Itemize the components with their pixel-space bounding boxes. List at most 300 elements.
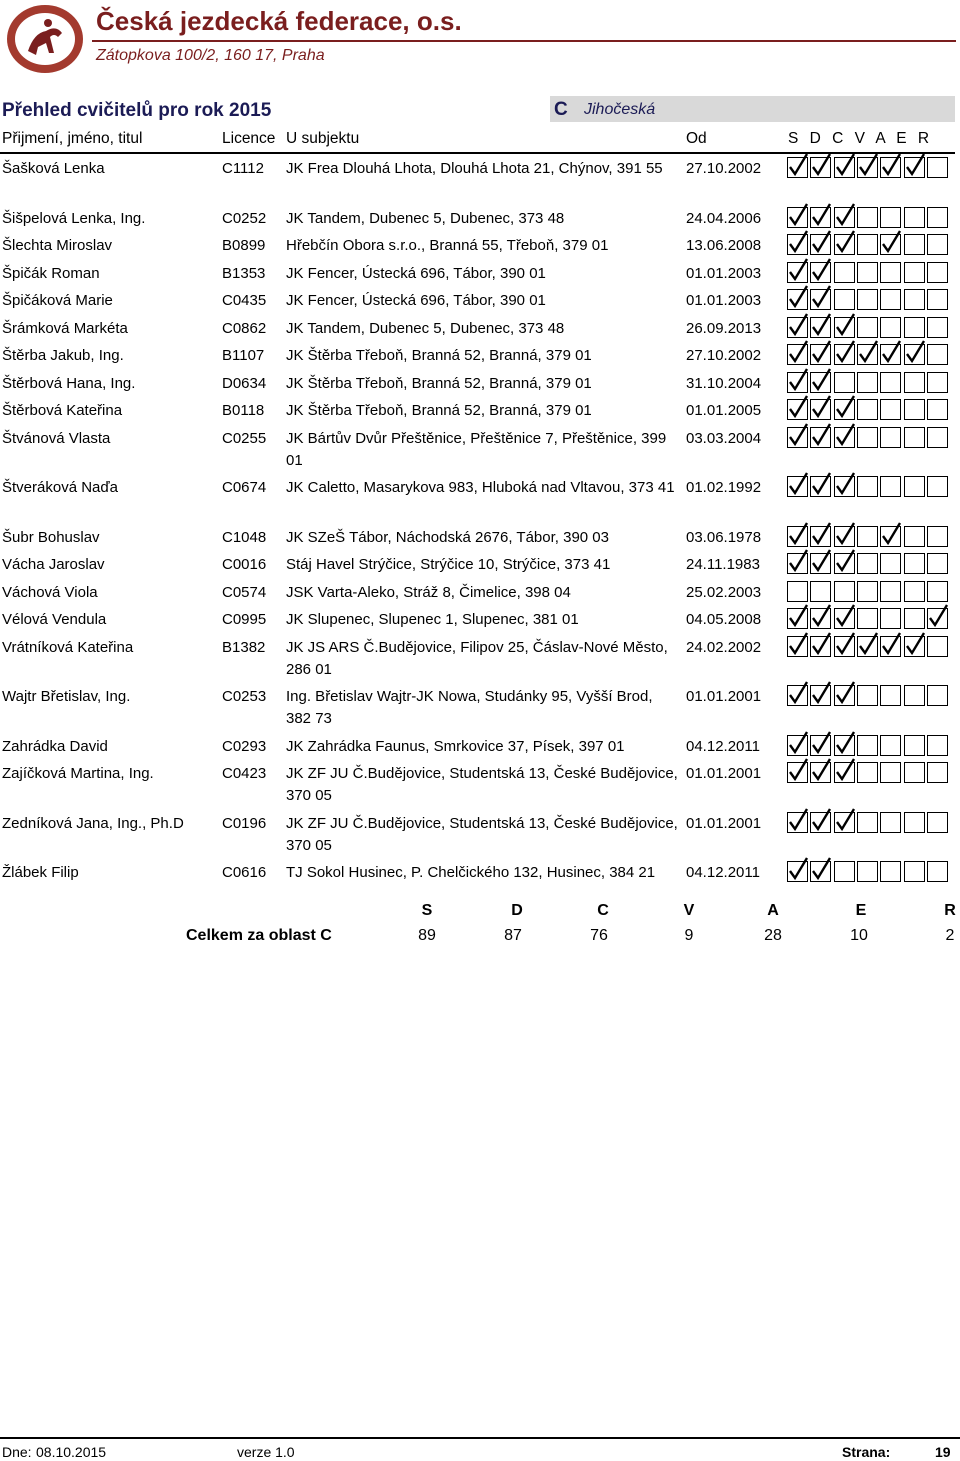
checkmark-icon: [788, 153, 809, 177]
row-license: C0252: [222, 209, 267, 227]
totals-value: 28: [764, 927, 782, 944]
row-license: C1048: [222, 528, 267, 546]
checkmark-icon: [811, 808, 832, 832]
table-row: [0, 761, 960, 811]
checked-box: [834, 317, 855, 338]
row-subject: JK Frea Dlouhá Lhota, Dlouhá Lhota 21, Chýnov, 391 55: [286, 160, 663, 177]
empty-box: [880, 289, 901, 310]
checkmark-icon: [788, 632, 809, 656]
checked-box: [787, 861, 808, 882]
checkmark-icon: [811, 604, 832, 628]
row-name: Štěrba Jakub, Ing.: [2, 347, 124, 364]
checkmark-icon: [905, 340, 926, 364]
header-divider: [92, 40, 956, 42]
totals-label: R: [944, 902, 956, 919]
footer-page-label: Strana:: [842, 1444, 891, 1460]
totals-title: Celkem za oblast C: [186, 927, 332, 944]
col-license: Licence: [222, 130, 276, 147]
empty-box: [880, 476, 901, 497]
row-from-date: 01.01.2001: [686, 814, 762, 832]
table-row: [0, 261, 960, 289]
row-subject: JK Caletto, Masarykova 983, Hluboká nad Vltavou, 373 41: [286, 479, 675, 496]
empty-box: [857, 372, 878, 393]
checked-box: [810, 608, 831, 629]
footer-page-number: 19: [935, 1444, 951, 1460]
checkmark-icon: [881, 522, 902, 546]
row-from-date: 31.10.2004: [686, 374, 762, 392]
totals-label: C: [597, 902, 609, 919]
empty-box: [927, 427, 948, 448]
row-name: Šašková Lenka: [2, 160, 105, 177]
row-subject: TJ Sokol Husinec, P. Chelčického 132, Husinec, 384 21: [286, 864, 656, 881]
checked-box: [787, 685, 808, 706]
checked-box: [810, 735, 831, 756]
empty-box: [857, 526, 878, 547]
row-from-date: 01.01.2001: [686, 688, 762, 705]
checked-box: [810, 157, 831, 178]
checkmark-icon: [835, 808, 856, 832]
empty-box: [904, 685, 925, 706]
empty-box: [880, 581, 901, 602]
row-name: Šlechta Miroslav: [2, 237, 113, 254]
org-address: Zátopkova 100/2, 160 17, Praha: [96, 47, 325, 64]
table-row: [0, 552, 960, 580]
checked-box: [787, 344, 808, 365]
empty-box: [927, 372, 948, 393]
empty-box: [857, 399, 878, 420]
checkmark-icon: [811, 258, 832, 282]
checked-box: [834, 553, 855, 574]
empty-box: [857, 581, 878, 602]
row-name: Štěrbová Hana, Ing.: [2, 374, 136, 392]
empty-box: [927, 157, 948, 178]
totals-label: V: [683, 902, 695, 919]
row-subject: JK Štěrba Třeboň, Branná 52, Branná, 379 01: [286, 402, 592, 419]
empty-box: [880, 262, 901, 283]
empty-box: [857, 762, 878, 783]
row-from-date: 03.03.2004: [686, 429, 762, 447]
column-header-row: [0, 127, 955, 154]
row-license: B0899: [222, 237, 266, 254]
checkmark-icon: [835, 472, 856, 496]
checked-box: [904, 344, 925, 365]
totals-label: S: [421, 902, 433, 919]
row-license: B1353: [222, 264, 266, 282]
checked-box: [810, 812, 831, 833]
checked-box: [834, 685, 855, 706]
empty-box: [810, 581, 831, 602]
checked-box: [787, 234, 808, 255]
empty-box: [927, 289, 948, 310]
checkmark-icon: [811, 423, 832, 447]
empty-box: [880, 762, 901, 783]
checked-box: [787, 372, 808, 393]
row-from-date: 04.12.2011: [686, 737, 760, 755]
empty-box: [857, 553, 878, 574]
totals-section: [0, 896, 960, 956]
row-name: Štvánová Vlasta: [2, 429, 111, 447]
row-from-date: 26.09.2013: [686, 319, 762, 337]
checkmark-icon: [811, 203, 832, 227]
instructor-table: [0, 156, 960, 910]
row-license: C0016: [222, 556, 267, 573]
checked-box: [857, 344, 878, 365]
checkmark-icon: [811, 632, 832, 656]
row-subject: JK ZF JU Č.Budějovice, Studentská 13, České Budějovice, 370 05: [286, 814, 678, 854]
row-license: C0862: [222, 319, 267, 337]
row-subject: JK Štěrba Třeboň, Branná 52, Branná, 379 01: [286, 374, 592, 392]
empty-box: [927, 207, 948, 228]
checked-box: [787, 812, 808, 833]
row-license: B0118: [222, 402, 265, 419]
table-row: [0, 288, 960, 316]
row-name: Vélová Vendula: [2, 611, 107, 628]
checked-box: [810, 289, 831, 310]
row-subject: JK Slupenec, Slupenec 1, Slupenec, 381 01: [286, 611, 579, 628]
empty-box: [904, 861, 925, 882]
row-from-date: 27.10.2002: [686, 160, 762, 177]
checked-box: [810, 685, 831, 706]
empty-box: [880, 207, 901, 228]
row-from-date: 24.04.2006: [686, 209, 762, 227]
empty-box: [857, 685, 878, 706]
empty-box: [880, 553, 901, 574]
checkmark-icon: [835, 549, 856, 573]
empty-box: [927, 234, 948, 255]
checked-box: [857, 636, 878, 657]
checkmark-icon: [811, 153, 832, 177]
checked-box: [787, 399, 808, 420]
row-name: Vácha Jaroslav: [2, 556, 105, 573]
checkmark-icon: [835, 340, 856, 364]
checked-box: [810, 636, 831, 657]
checkmark-icon: [788, 681, 809, 705]
checked-box: [834, 344, 855, 365]
federation-logo: [4, 3, 86, 75]
row-license: C0255: [222, 429, 267, 447]
row-license: C0196: [222, 814, 267, 832]
empty-box: [857, 262, 878, 283]
row-subject: JK JS ARS Č.Budějovice, Filipov 25, Čáslav-Nové Město, 286 01: [286, 638, 668, 678]
row-from-date: 01.01.2003: [686, 292, 762, 309]
empty-box: [880, 317, 901, 338]
checked-box: [834, 157, 855, 178]
checkmark-icon: [811, 285, 832, 309]
totals-label: D: [511, 902, 523, 919]
region-code: C: [554, 99, 568, 120]
checked-box: [787, 289, 808, 310]
checkmark-icon: [788, 285, 809, 309]
row-license: B1107: [222, 347, 265, 364]
checked-box: [810, 476, 831, 497]
empty-box: [857, 207, 878, 228]
totals-label: A: [767, 902, 779, 919]
checkmark-icon: [881, 153, 902, 177]
checkmark-icon: [858, 632, 879, 656]
checked-box: [810, 262, 831, 283]
empty-box: [904, 526, 925, 547]
checkmark-icon: [788, 203, 809, 227]
empty-box: [857, 234, 878, 255]
checked-box: [810, 553, 831, 574]
empty-box: [904, 427, 925, 448]
checkmark-icon: [811, 395, 832, 419]
checkmark-icon: [905, 153, 926, 177]
row-from-date: 24.02.2002: [686, 638, 762, 656]
empty-box: [834, 289, 855, 310]
checked-box: [787, 476, 808, 497]
row-subject: JK Tandem, Dubenec 5, Dubenec, 373 48: [286, 209, 565, 227]
table-row: [0, 734, 960, 762]
empty-box: [834, 372, 855, 393]
checkmark-icon: [881, 340, 902, 364]
checkmark-icon: [811, 549, 832, 573]
checked-box: [834, 735, 855, 756]
empty-box: [904, 762, 925, 783]
row-license: C0423: [222, 765, 267, 782]
table-row: [0, 343, 960, 371]
checkmark-icon: [788, 395, 809, 419]
table-row: [0, 580, 960, 608]
checkmark-icon: [928, 604, 949, 628]
col-from: Od: [686, 130, 707, 147]
empty-box: [880, 399, 901, 420]
row-from-date: 03.06.1978: [686, 528, 762, 546]
empty-box: [904, 608, 925, 629]
table-row: [0, 525, 960, 553]
row-license: C0293: [222, 737, 267, 755]
table-row: [0, 206, 960, 234]
checked-box: [787, 636, 808, 657]
checkmark-icon: [811, 758, 832, 782]
row-name: Šišpelová Lenka, Ing.: [2, 209, 146, 227]
empty-box: [927, 262, 948, 283]
empty-box: [857, 317, 878, 338]
empty-box: [927, 636, 948, 657]
empty-box: [904, 399, 925, 420]
row-subject: JK Štěrba Třeboň, Branná 52, Branná, 379 01: [286, 347, 592, 364]
empty-box: [857, 427, 878, 448]
checkmark-icon: [788, 313, 809, 337]
org-name: Česká jezdecká federace, o.s.: [96, 6, 462, 36]
checked-box: [787, 762, 808, 783]
row-license: C0995: [222, 611, 267, 628]
checked-box: [810, 427, 831, 448]
row-subject: Stáj Havel Strýčice, Strýčice 10, Strýčice, 373 41: [286, 556, 611, 573]
empty-box: [904, 812, 925, 833]
checked-box: [810, 399, 831, 420]
region-name: Jihočeská: [584, 101, 656, 118]
row-name: Štveráková Naďa: [2, 479, 118, 496]
empty-box: [927, 812, 948, 833]
checkmark-icon: [811, 522, 832, 546]
checked-box: [787, 526, 808, 547]
empty-box: [904, 553, 925, 574]
checkmark-icon: [788, 230, 809, 254]
empty-box: [880, 427, 901, 448]
empty-box: [927, 685, 948, 706]
totals-value: 89: [418, 927, 436, 944]
empty-box: [880, 735, 901, 756]
table-row: [0, 811, 960, 861]
checkmark-icon: [788, 758, 809, 782]
row-subject: Hřebčín Obora s.r.o., Branná 55, Třeboň, 379 01: [286, 237, 609, 254]
checked-box: [904, 157, 925, 178]
row-subject: JK Zahrádka Faunus, Smrkovice 37, Písek, 397 01: [286, 737, 625, 755]
table-row: [0, 635, 960, 685]
row-subject: Ing. Břetislav Wajtr-JK Nowa, Studánky 95, Vyšší Brod, 382 73: [286, 688, 653, 727]
empty-box: [927, 762, 948, 783]
table-row: [0, 607, 960, 635]
checked-box: [810, 762, 831, 783]
row-name: Štěrbová Kateřina: [2, 402, 123, 419]
empty-box: [927, 553, 948, 574]
checked-box: [787, 427, 808, 448]
checked-box: [834, 207, 855, 228]
checked-box: [880, 526, 901, 547]
empty-box: [904, 207, 925, 228]
empty-box: [834, 262, 855, 283]
row-from-date: 01.01.2005: [686, 402, 762, 419]
checked-box: [880, 344, 901, 365]
region-banner: [550, 96, 955, 122]
row-license: C0435: [222, 292, 267, 309]
checkmark-icon: [811, 472, 832, 496]
checkmark-icon: [835, 522, 856, 546]
checked-box: [787, 157, 808, 178]
checked-box: [787, 608, 808, 629]
empty-box: [880, 372, 901, 393]
empty-box: [787, 581, 808, 602]
totals-label: E: [855, 902, 867, 919]
row-subject: JK Fencer, Ústecká 696, Tábor, 390 01: [286, 264, 546, 282]
checked-box: [904, 636, 925, 657]
checked-box: [810, 372, 831, 393]
checkmark-icon: [811, 368, 832, 392]
checked-box: [787, 553, 808, 574]
checked-box: [834, 608, 855, 629]
footer-date: 08.10.2015: [36, 1444, 107, 1460]
checked-box: [880, 157, 901, 178]
checkmark-icon: [835, 632, 856, 656]
row-subject: JK SZeŠ Tábor, Náchodská 2676, Tábor, 390 03: [286, 528, 609, 546]
empty-box: [857, 812, 878, 833]
col-name: Přijmení, jméno, titul: [2, 130, 143, 147]
checked-box: [880, 636, 901, 657]
row-license: C0674: [222, 479, 267, 496]
checkmark-icon: [835, 313, 856, 337]
empty-box: [904, 262, 925, 283]
row-subject: JK Tandem, Dubenec 5, Dubenec, 373 48: [286, 319, 565, 337]
row-subject: JK Fencer, Ústecká 696, Tábor, 390 01: [286, 292, 546, 309]
row-name: Šrámková Markéta: [2, 319, 128, 337]
checkmark-icon: [811, 340, 832, 364]
row-from-date: 01.02.1992: [686, 479, 762, 496]
row-name: Šubr Bohuslav: [2, 528, 100, 546]
checked-box: [927, 608, 948, 629]
checkmark-icon: [835, 153, 856, 177]
checkmark-icon: [788, 423, 809, 447]
empty-box: [880, 812, 901, 833]
empty-box: [880, 685, 901, 706]
footer-divider: [0, 1437, 960, 1439]
empty-box: [857, 861, 878, 882]
checked-box: [834, 427, 855, 448]
footer-date-label: Dne:: [2, 1444, 32, 1460]
checkmark-icon: [788, 472, 809, 496]
table-row: [0, 233, 960, 261]
row-from-date: 01.01.2001: [686, 765, 762, 782]
totals-value: 2: [945, 927, 955, 944]
checkmark-icon: [835, 681, 856, 705]
row-name: Žlábek Filip: [2, 864, 79, 881]
checked-box: [834, 234, 855, 255]
empty-box: [857, 735, 878, 756]
empty-box: [834, 861, 855, 882]
row-license: C1112: [222, 160, 264, 177]
table-row: [0, 684, 960, 734]
table-row: [0, 426, 960, 476]
empty-box: [880, 608, 901, 629]
checkmark-icon: [811, 731, 832, 755]
checked-box: [787, 207, 808, 228]
row-license: C0574: [222, 583, 267, 601]
checkmark-icon: [881, 230, 902, 254]
checkmark-icon: [835, 203, 856, 227]
checked-box: [857, 157, 878, 178]
row-from-date: 24.11.1983: [686, 556, 760, 573]
checked-box: [834, 399, 855, 420]
checked-box: [834, 476, 855, 497]
checked-box: [834, 636, 855, 657]
report-title-bar: [0, 96, 955, 124]
col-flags: S D C V A E R: [788, 130, 930, 147]
row-name: Wajtr Břetislav, Ing.: [2, 688, 131, 705]
checkmark-icon: [788, 808, 809, 832]
empty-box: [927, 526, 948, 547]
checkmark-icon: [788, 549, 809, 573]
checkmark-icon: [835, 395, 856, 419]
row-name: Zedníková Jana, Ing., Ph.D: [2, 814, 184, 832]
empty-box: [927, 476, 948, 497]
checked-box: [787, 735, 808, 756]
empty-box: [927, 399, 948, 420]
empty-box: [904, 234, 925, 255]
checkmark-icon: [881, 632, 902, 656]
row-license: D0634: [222, 374, 267, 392]
row-from-date: 04.12.2011: [686, 864, 760, 881]
totals-value: 76: [590, 927, 608, 944]
checked-box: [880, 234, 901, 255]
checked-box: [810, 207, 831, 228]
checkmark-icon: [858, 340, 879, 364]
row-name: Vrátníková Kateřina: [2, 638, 134, 656]
checked-box: [834, 762, 855, 783]
checkmark-icon: [835, 604, 856, 628]
empty-box: [904, 317, 925, 338]
row-subject: JSK Varta-Aleko, Stráž 8, Čimelice, 398 04: [286, 583, 571, 601]
checkmark-icon: [835, 731, 856, 755]
row-from-date: 13.06.2008: [686, 237, 762, 254]
checkmark-icon: [788, 731, 809, 755]
checked-box: [810, 317, 831, 338]
checkmark-icon: [788, 368, 809, 392]
row-from-date: 04.05.2008: [686, 611, 762, 628]
checked-box: [810, 344, 831, 365]
row-name: Špičák Roman: [2, 264, 100, 282]
checked-box: [834, 812, 855, 833]
row-from-date: 27.10.2002: [686, 347, 762, 364]
